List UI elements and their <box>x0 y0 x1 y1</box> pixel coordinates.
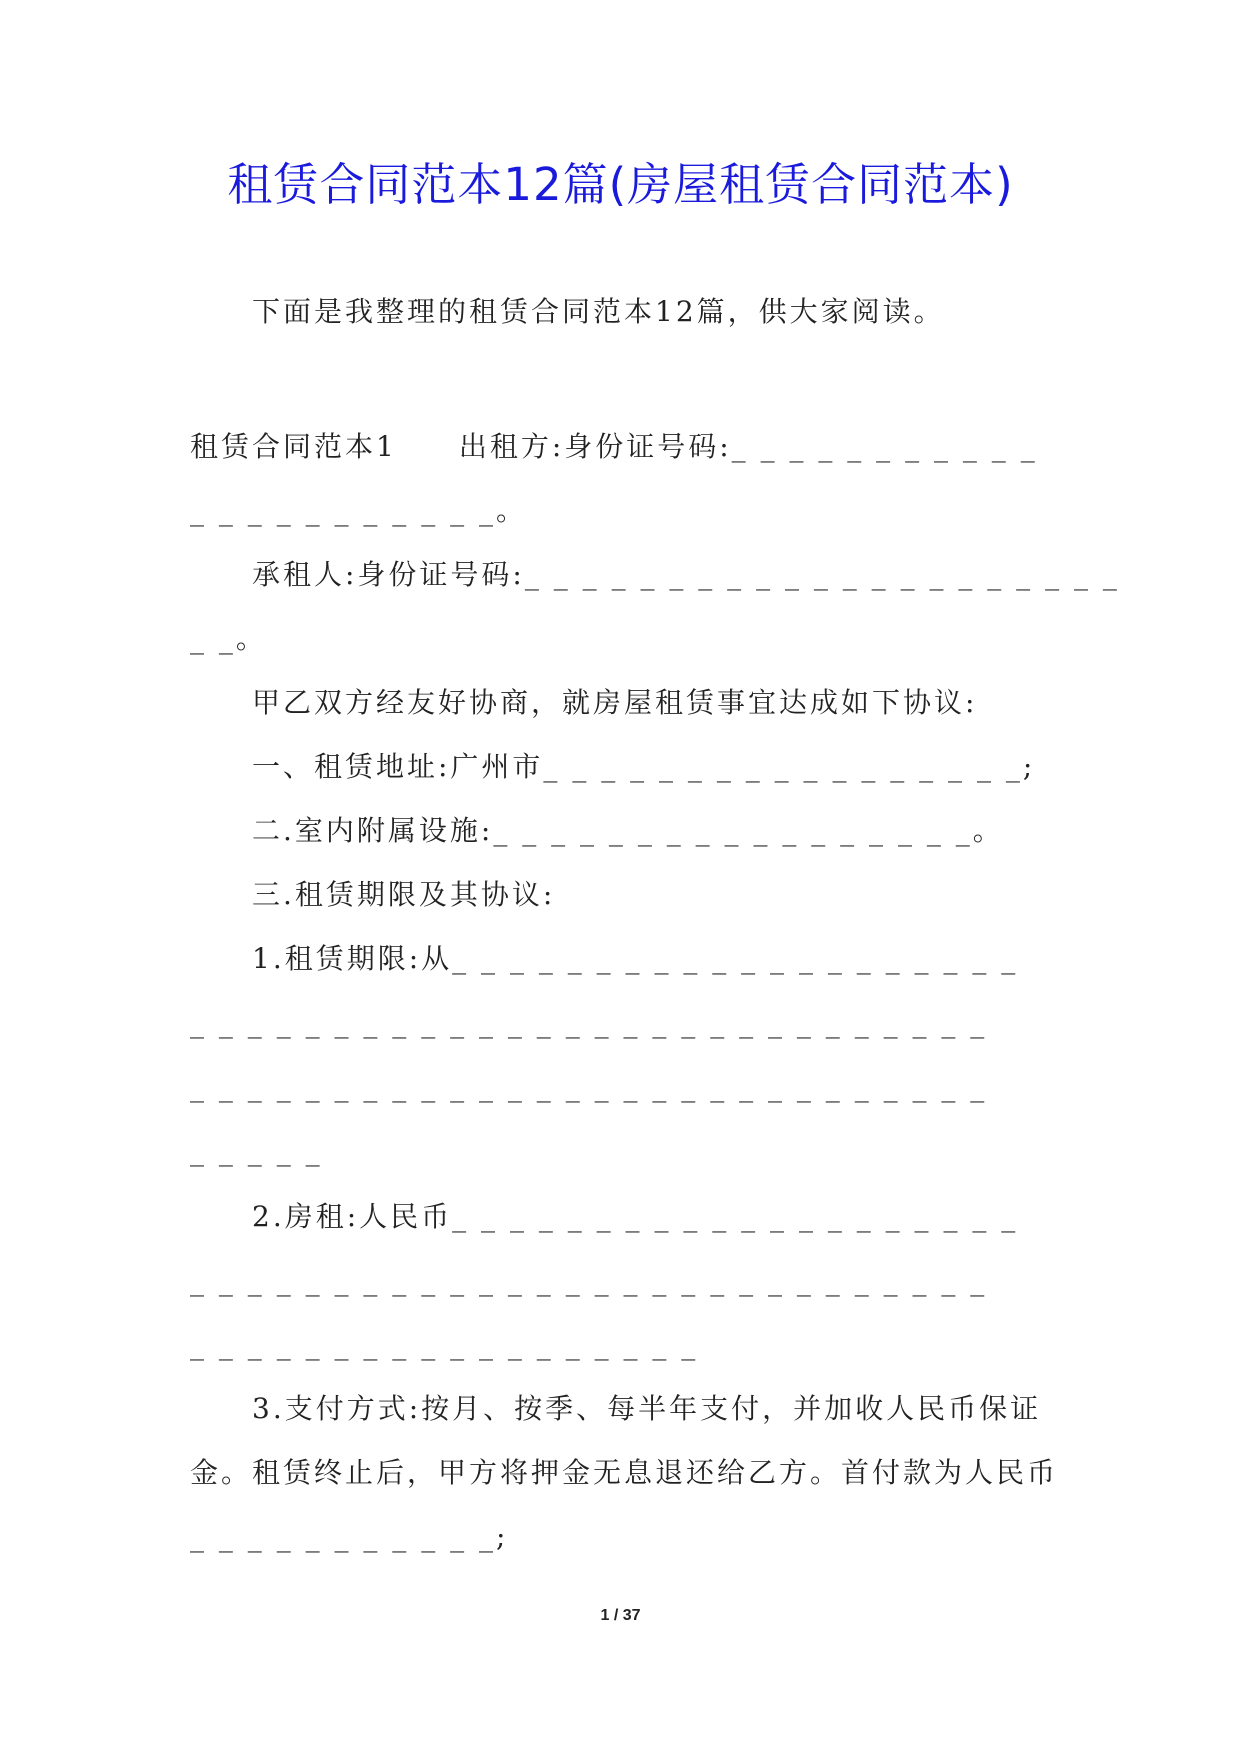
clause-3-heading: 三.租赁期限及其协议: <box>252 878 556 911</box>
term-blank-line-3: _ _ _ _ _ <box>190 1134 323 1167</box>
agreement-intro: 甲乙双方经友好协商，就房屋租赁事宜达成如下协议: <box>252 686 978 719</box>
lessee-id-continued: _ _。 <box>190 622 267 655</box>
contract-1-lessor-id-continued: _ _ _ _ _ _ _ _ _ _ _。 <box>190 494 528 527</box>
lessee-id-line: 承租人:身份证号码:_ _ _ _ _ _ _ _ _ _ _ _ _ _ _ _ _ _ _ _ _ <box>252 558 1120 591</box>
clause-1-address: 一、租赁地址:广州市_ _ _ _ _ _ _ _ _ _ _ _ _ _ _ _ _; <box>252 750 1036 783</box>
intro-paragraph: 下面是我整理的租赁合同范本12篇，供大家阅读。 <box>252 295 945 328</box>
clause-2-facilities: 二.室内附属设施:_ _ _ _ _ _ _ _ _ _ _ _ _ _ _ _ _。 <box>252 814 1004 847</box>
contract-1-lessor-line: 租赁合同范本1 出租方:身份证号码:_ _ _ _ _ _ _ _ _ _ _ <box>190 430 1038 463</box>
page-number: 1 / 37 <box>600 1607 641 1624</box>
payment-line-2: 金。租赁终止后，甲方将押金无息退还给乙方。首付款为人民币 <box>190 1456 1059 1489</box>
rent-line: 2.房租:人民币_ _ _ _ _ _ _ _ _ _ _ _ _ _ _ _ _ _ _ _ <box>252 1200 1019 1233</box>
term-line: 1.租赁期限:从_ _ _ _ _ _ _ _ _ _ _ _ _ _ _ _ _ _ _ _ <box>252 942 1019 975</box>
rent-blank-line-1: _ _ _ _ _ _ _ _ _ _ _ _ _ _ _ _ _ _ _ _ _ _ _ _ _ _ _ _ <box>190 1264 988 1297</box>
term-blank-line-1: _ _ _ _ _ _ _ _ _ _ _ _ _ _ _ _ _ _ _ _ _ _ _ _ _ _ _ _ <box>190 1006 988 1039</box>
term-blank-line-2: _ _ _ _ _ _ _ _ _ _ _ _ _ _ _ _ _ _ _ _ _ _ _ _ _ _ _ _ <box>190 1070 988 1103</box>
payment-line-1: 3.支付方式:按月、按季、每半年支付，并加收人民币保证 <box>252 1392 1042 1425</box>
payment-blank-line: _ _ _ _ _ _ _ _ _ _ _; <box>190 1520 509 1553</box>
document-title: 租赁合同范本12篇(房屋租赁合同范本) <box>227 158 1014 211</box>
rent-blank-line-2: _ _ _ _ _ _ _ _ _ _ _ _ _ _ _ _ _ _ <box>190 1328 699 1361</box>
